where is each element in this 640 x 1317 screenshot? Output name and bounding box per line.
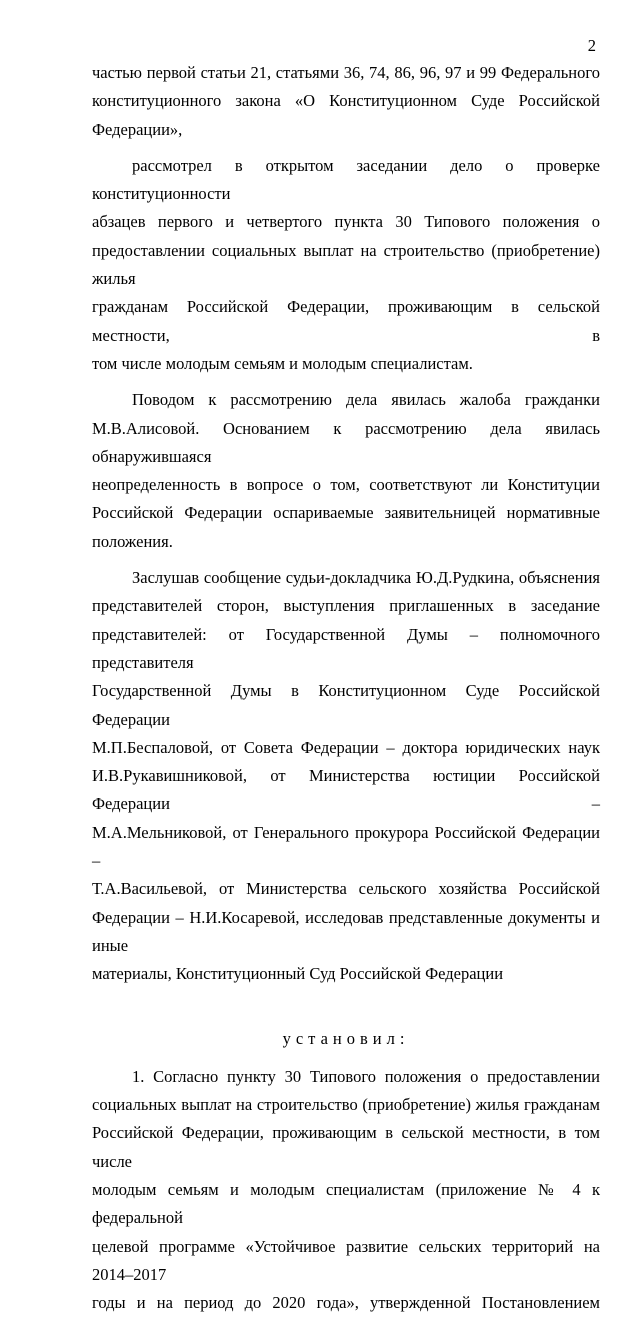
text-line: Федерации – Н.И.Косаревой, исследовав представленные документы и иные [92, 907, 600, 955]
text-line: Государственной Думы в Конституционном Суде Российской Федерации [92, 681, 600, 729]
text-line: М.П.Беспаловой, от Совета Федерации – доктора юридических наук [92, 737, 600, 757]
text-line: социальных выплат на строительство (приобретение) жилья гражданам [92, 1095, 600, 1115]
text-line: гражданам Российской Федерации, проживающим в сельской местности, в [92, 297, 600, 345]
text-line: частью первой статьи 21, статьями 36, 74, 86, 96, 97 и 99 Федерального [92, 63, 600, 82]
text-line: представителей: от Государственной Думы – полномочного представителя [92, 624, 600, 672]
text-line: конституционного закона «О Конституционном Суде Российской [92, 91, 600, 111]
text-line: Поводом к рассмотрению дела явилась жалоба гражданки [132, 390, 600, 410]
text-line: 1. Согласно пункту 30 Типового положения о предоставлении [132, 1066, 600, 1086]
text-line: Российской Федерации, проживающим в сельской местности, в том числе [92, 1123, 600, 1171]
text-line: целевой программе «Устойчивое развитие сельских территорий на 2014–2017 [92, 1236, 600, 1284]
text-line: М.В.Алисовой. Основанием к рассмотрению дела явилась обнаружившаяся [92, 418, 600, 466]
text-line: Российской Федерации оспариваемые заявительницей нормативные [92, 503, 600, 523]
text-line: Т.А.Васильевой, от Министерства сельского хозяйства Российской [92, 879, 600, 899]
text-line: Федерации», [92, 119, 183, 139]
text-line: том числе молодым семьям и молодым специалистам. [92, 353, 473, 373]
document-body [92, 59, 600, 1317]
text-line: положения. [92, 531, 173, 551]
text-line: неопределенность в вопросе о том, соответствуют ли Конституции [92, 475, 600, 495]
text-line: молодым семьям и молодым специалистам (приложение № 4 к федеральной [92, 1179, 600, 1228]
text-line: М.А.Мельниковой, от Генерального прокурора Российской Федерации – [92, 822, 600, 871]
text-line: Заслушав сообщение судьи-докладчика Ю.Д.Рудкина, объяснения [132, 568, 600, 588]
text-line: представителей сторон, выступления приглашенных в заседание [92, 596, 600, 616]
text-line: годы и на период до 2020 года», утвержденной Постановлением [92, 1293, 600, 1313]
section-heading: установил: [282, 1028, 410, 1048]
text-line: предоставлении социальных выплат на строительство (приобретение) жилья [92, 240, 600, 289]
page-number: 2 [587, 36, 596, 55]
text-line: И.В.Рукавишниковой, от Министерства юстиции Российской Федерации – [92, 766, 600, 814]
text-line: материалы, Конституционный Суд Российской Федерации [92, 964, 504, 984]
text-line: рассмотрел в открытом заседании дело о проверке конституционности [92, 155, 600, 204]
text-line: абзацев первого и четвертого пункта 30 Типового положения о [92, 212, 600, 232]
